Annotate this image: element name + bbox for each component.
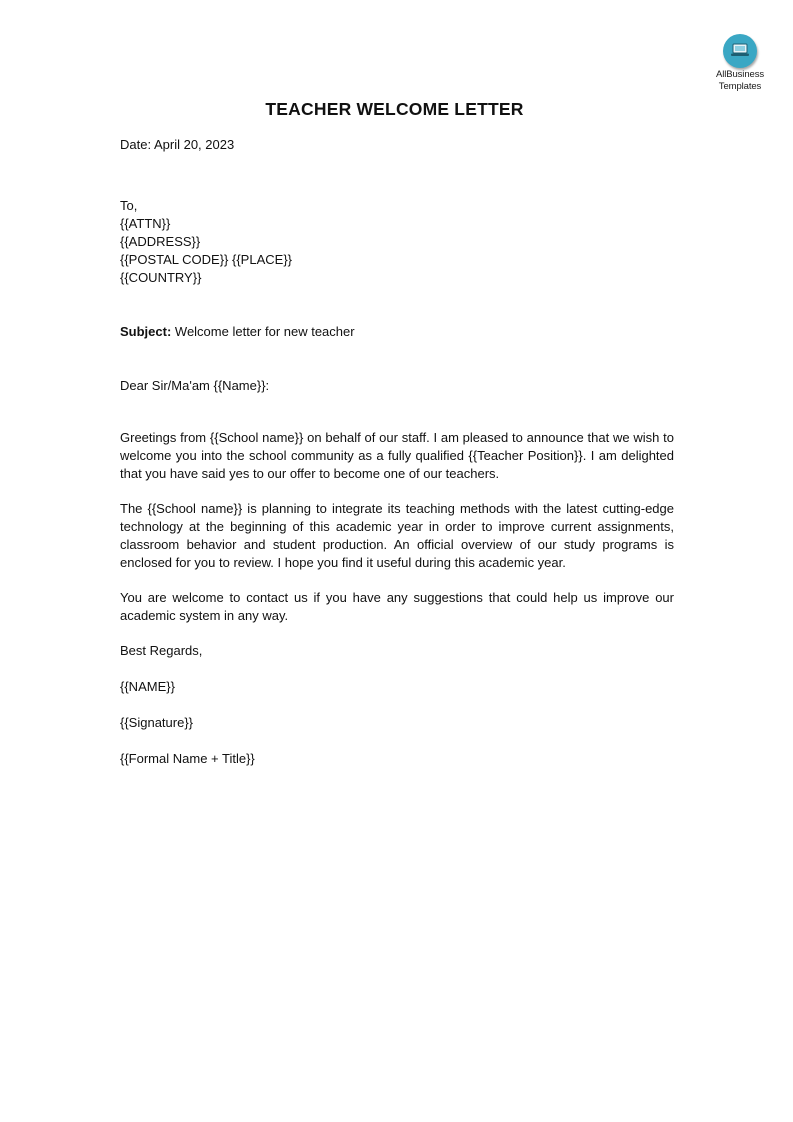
paragraph-1: Greetings from {{School name}} on behalf of our staff. I am pleased to announce that we wish to welcome you into the school community as a fully qualified {{Teacher Position}}. I am delighted that you have said yes to our offer to become one of our teachers.: [120, 430, 674, 481]
sender-signature: {{Signature}}: [120, 715, 194, 730]
laptop-icon: [723, 34, 757, 68]
recipient-postal-place: {{POSTAL CODE}} {{PLACE}}: [120, 252, 292, 267]
sender-name: {{NAME}}: [120, 679, 175, 694]
recipient-address: {{ADDRESS}}: [120, 234, 201, 249]
recipient-to: To,: [120, 198, 138, 213]
allbusiness-templates-logo: [708, 34, 772, 92]
logo-text-line2: Templates: [718, 81, 762, 92]
subject-line: [120, 323, 674, 341]
logo-text-line1: AllBusiness: [715, 69, 764, 80]
paragraph-3: You are welcome to contact us if you have any suggestions that could help us improve our academic system in any way.: [120, 590, 674, 623]
subject-text: Welcome letter for new teacher: [171, 324, 355, 339]
subject-label: Subject:: [120, 324, 172, 339]
recipient-attn: {{ATTN}}: [120, 216, 171, 231]
salutation: Dear Sir/Ma'am {{Name}}:: [120, 378, 270, 393]
paragraph-2: The {{School name}} is planning to integrate its teaching methods with the latest cutting-edge technology at the beginning of this academic year in order to improve current assignments, classroom behavior and student production. An official overview of our study programs is enclosed for you to review. I hope you find it useful during this academic year.: [120, 501, 674, 570]
closing: Best Regards,: [120, 643, 203, 658]
letter-date: Date: April 20, 2023: [120, 137, 235, 152]
sender-formal-name: {{Formal Name + Title}}: [120, 751, 255, 766]
recipient-country: {{COUNTRY}}: [120, 270, 202, 285]
letter-title: TEACHER WELCOME LETTER: [265, 99, 524, 119]
letter-body: [120, 134, 674, 768]
